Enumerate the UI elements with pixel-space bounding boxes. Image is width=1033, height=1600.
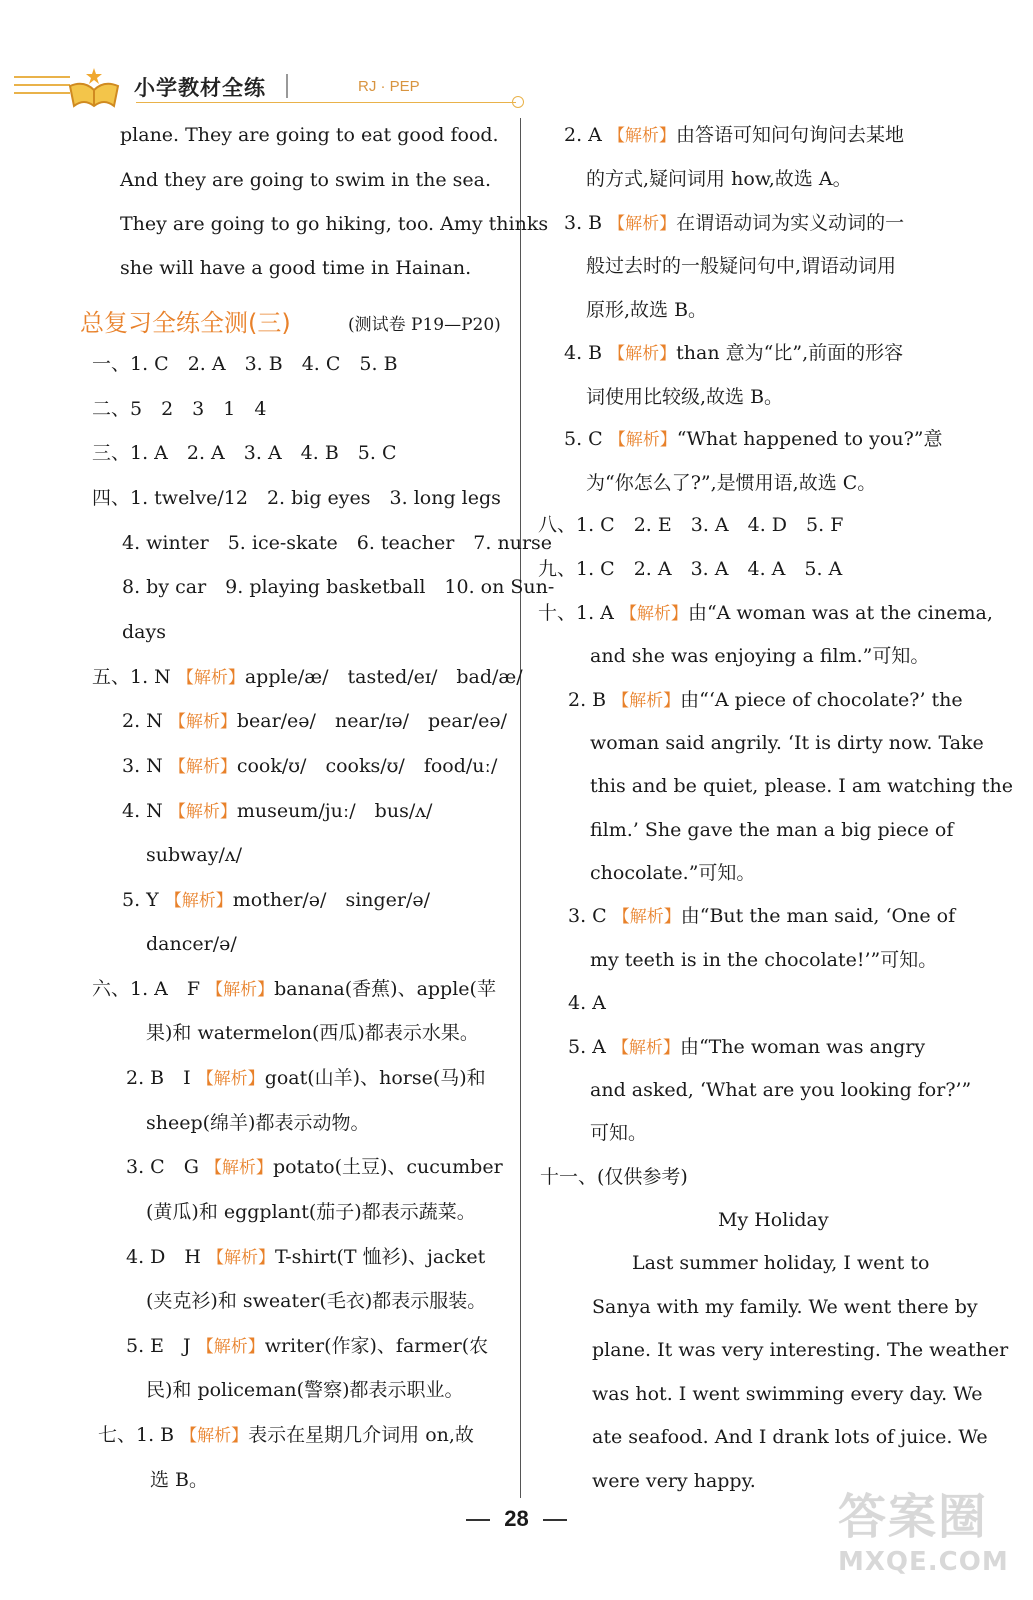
right-line [538,513,843,537]
left-line [98,1423,474,1448]
analysis-tag: 【解析】 [608,344,677,364]
left-line [146,843,242,867]
analysis-tag: 【解析】 [176,668,245,688]
left-line [92,397,266,421]
line-text: mother/ə/ singer/ə/ [232,889,431,911]
line-text: T-shirt(T 恤衫)、jacket [275,1246,486,1268]
right-line [632,1251,929,1275]
analysis-tag: 【解析】 [608,430,677,450]
page-number: 28 [504,1506,529,1531]
line-text: (夹克衫)和 sweater(毛衣)都表示服装。 [146,1290,487,1312]
line-text: subway/ʌ/ [146,844,243,866]
left-line [146,1378,464,1402]
left-line [126,1155,503,1180]
right-line [592,1338,1008,1362]
watermark-bottom: MXQE.COM [838,1547,1009,1577]
analysis-tag: 【解析】 [168,712,237,732]
line-text: woman said angrily. ‘It is dirty now. Take [590,732,984,754]
left-line [120,212,548,236]
line-text: 5. Y [122,889,165,911]
line-text: 由“A woman was at the cinema, [687,602,993,624]
analysis-tag: 【解析】 [168,802,237,822]
line-text: my teeth is in the chocolate!’”可知。 [590,949,938,971]
line-text: 为“你怎么了?”,是惯用语,故选 C。 [586,472,877,494]
right-line [590,1121,647,1145]
book-logo-icon [64,66,124,110]
left-line [92,441,397,465]
line-text: dancer/ə/ [146,933,237,955]
right-line [564,211,904,236]
line-text: 十一、(仅供参考) [540,1166,688,1188]
left-line [122,620,166,644]
footer-dash-left [466,1519,490,1521]
line-text: 由答语可知问句询问去某地 [675,124,904,146]
line-text: 4. N [122,800,169,822]
left-line [120,256,471,280]
right-line [586,167,852,191]
line-text: 词使用比较级,故选 B。 [586,386,784,408]
line-text: 原形,故选 B。 [586,299,708,321]
right-line [540,1165,688,1189]
line-text: 4. winter 5. ice-skate 6. teacher 7. nurse [122,532,553,554]
line-text: 2. B I [126,1067,197,1089]
line-text: she will have a good time in Hainan. [120,257,472,279]
header-decor-lines [14,76,70,100]
analysis-tag: 【解析】 [204,1158,273,1178]
right-line [568,1035,925,1060]
line-text: film.’ She gave the man a big piece of [590,819,954,841]
left-line [120,168,491,192]
line-text: chocolate.”可知。 [590,862,756,884]
watermark-top: 答案圈 [838,1489,989,1545]
line-text: were very happy. [592,1470,756,1492]
left-line [92,665,523,690]
right-line [538,557,842,581]
line-text: My Holiday [718,1209,829,1231]
line-text: plane. They are going to eat good food. [120,124,499,146]
line-text: 十、1. A [538,602,620,624]
line-text: writer(作家)、farmer(农 [264,1335,489,1357]
line-text: And they are going to swim in the sea. [120,169,491,191]
line-text: 4. D H [126,1246,208,1268]
right-line [538,601,993,626]
line-text: plane. It was very interesting. The weather [592,1339,1009,1361]
right-line [586,254,896,278]
line-text: 在谓语动词为实义动词的一 [676,212,905,234]
left-line [122,575,554,599]
right-line [592,1425,988,1449]
line-text: (黄瓜)和 eggplant(茄子)都表示蔬菜。 [146,1201,476,1223]
left-line [92,352,398,376]
line-text: cook/ʊ/ cooks/ʊ/ food/uː/ [236,755,498,777]
line-text: 民)和 policeman(警察)都表示职业。 [146,1379,464,1401]
line-text: apple/æ/ tasted/eɪ/ bad/æ/ [244,666,523,688]
right-line [586,471,876,495]
right-line [590,818,953,842]
left-line [146,932,237,956]
column-divider [520,118,521,1498]
analysis-tag: 【解析】 [607,126,676,146]
line-text: banana(香蕉)、apple(苹 [274,978,496,1000]
right-line [592,1469,756,1493]
analysis-tag: 【解析】 [207,1248,276,1268]
right-line [586,298,707,322]
line-text: 5. A [568,1036,612,1058]
right-line [568,904,955,929]
left-line [92,977,496,1002]
line-text: was hot. I went swimming every day. We [592,1383,983,1405]
analysis-tag: 【解析】 [611,1038,680,1058]
line-text: and she was enjoying a film.”可知。 [590,645,930,667]
left-line [122,531,552,555]
line-text: 由“‘A piece of chocolate?’ the [680,689,963,711]
right-line [718,1208,829,1232]
right-line [592,1382,982,1406]
right-line [590,774,1013,798]
line-text: 4. A [568,992,606,1014]
line-text: 二、5 2 3 1 4 [92,398,267,420]
line-text: 3. B [564,212,609,234]
line-text: 六、1. A F [92,978,207,1000]
line-text: 一、1. C 2. A 3. B 4. C 5. B [92,353,398,375]
section-note: (测试卷 P19—P20) [348,315,501,335]
left-line [150,1468,208,1492]
edition-label: RJ · PEP [358,78,420,95]
left-line [92,486,501,510]
right-line [590,731,984,755]
line-text: 由“But the man said, ‘One of [680,905,956,927]
left-line [122,754,497,779]
line-text: 八、1. C 2. E 3. A 4. D 5. F [538,514,844,536]
page-header [0,60,540,110]
line-text: 四、1. twelve/12 2. big eyes 3. long legs [92,487,501,509]
header-separator [286,74,288,98]
analysis-tag: 【解析】 [196,1337,265,1357]
line-text: 可知。 [590,1122,648,1144]
book-title: 小学教材全练 [134,76,266,100]
line-text: 8. by car 9. playing basketball 10. on Sun- [122,576,555,598]
analysis-tag: 【解析】 [608,214,677,234]
analysis-tag: 【解析】 [612,907,681,927]
left-line [146,1200,476,1224]
left-line [120,123,499,147]
watermark [838,1478,1008,1588]
line-text: 表示在星期几介词用 on,故 [248,1424,474,1446]
analysis-tag: 【解析】 [164,891,233,911]
left-line [146,1289,486,1313]
line-text: 2. B [568,689,613,711]
right-line [568,688,963,713]
line-text: 由“The woman was angry [679,1036,926,1058]
line-text: 七、1. B [98,1424,181,1446]
line-text: 5. E J [126,1335,197,1357]
left-line [146,1021,479,1045]
line-text: 九、1. C 2. A 3. A 4. A 5. A [538,558,843,580]
footer-dash-right [543,1519,567,1521]
line-text: 五、1. N [92,666,177,688]
analysis-tag: 【解析】 [612,691,681,711]
left-line [126,1066,486,1091]
line-text: goat(山羊)、horse(马)和 [264,1067,486,1089]
line-text: 果)和 watermelon(西瓜)都表示水果。 [146,1022,479,1044]
right-line [564,341,903,366]
line-text: ate seafood. And I drank lots of juice. We [592,1426,988,1448]
line-text: 3. C G [126,1156,205,1178]
analysis-tag: 【解析】 [168,757,237,777]
right-line [590,861,755,885]
analysis-tag: 【解析】 [180,1426,249,1446]
analysis-tag: 【解析】 [619,604,688,624]
line-text: 2. N [122,710,169,732]
line-text: Sanya with my family. We went there by [592,1296,978,1318]
line-text: potato(土豆)、cucumber [272,1156,503,1178]
line-text: They are going to go hiking, too. Amy thinks [120,213,549,235]
header-rule [136,102,516,103]
line-text: Last summer holiday, I went to [632,1252,930,1274]
right-line [564,427,942,452]
right-line [564,123,904,148]
line-text: “What happened to you?”意 [676,428,943,450]
left-line [126,1334,488,1359]
left-line [122,709,507,734]
line-text: this and be quiet, please. I am watching the [590,775,1013,797]
line-text: 2. A [564,124,608,146]
line-text: 3. C [568,905,613,927]
left-line [122,799,432,824]
line-text: and asked, ‘What are you looking for?’” [590,1079,972,1101]
line-text: 3. N [122,755,169,777]
line-text: 三、1. A 2. A 3. A 4. B 5. C [92,442,397,464]
right-line [590,1078,971,1102]
right-line [590,644,929,668]
right-line [592,1295,978,1319]
left-line [126,1245,485,1270]
line-text: 5. C [564,428,609,450]
analysis-tag: 【解析】 [196,1069,265,1089]
line-text: museum/juː/ bus/ʌ/ [236,800,433,822]
line-text: sheep(绵羊)都表示动物。 [146,1112,370,1134]
line-text: 般过去时的一般疑问句中,谓语动词用 [586,255,897,277]
line-text: 的方式,疑问词用 how,故选 A。 [586,168,852,190]
line-text: days [122,621,166,643]
left-line [122,888,430,913]
line-text: bear/eə/ near/ɪə/ pear/eə/ [236,710,508,732]
left-line [146,1111,369,1135]
line-text: 4. B [564,342,609,364]
right-line [568,991,606,1015]
right-line [586,385,783,409]
section-title: 总复习全练全测(三) [80,309,291,337]
line-text: than 意为“比”,前面的形容 [676,342,904,364]
right-line [590,948,937,972]
analysis-tag: 【解析】 [206,980,275,1000]
header-dot-icon [512,96,524,108]
line-text: 选 B。 [150,1469,209,1491]
